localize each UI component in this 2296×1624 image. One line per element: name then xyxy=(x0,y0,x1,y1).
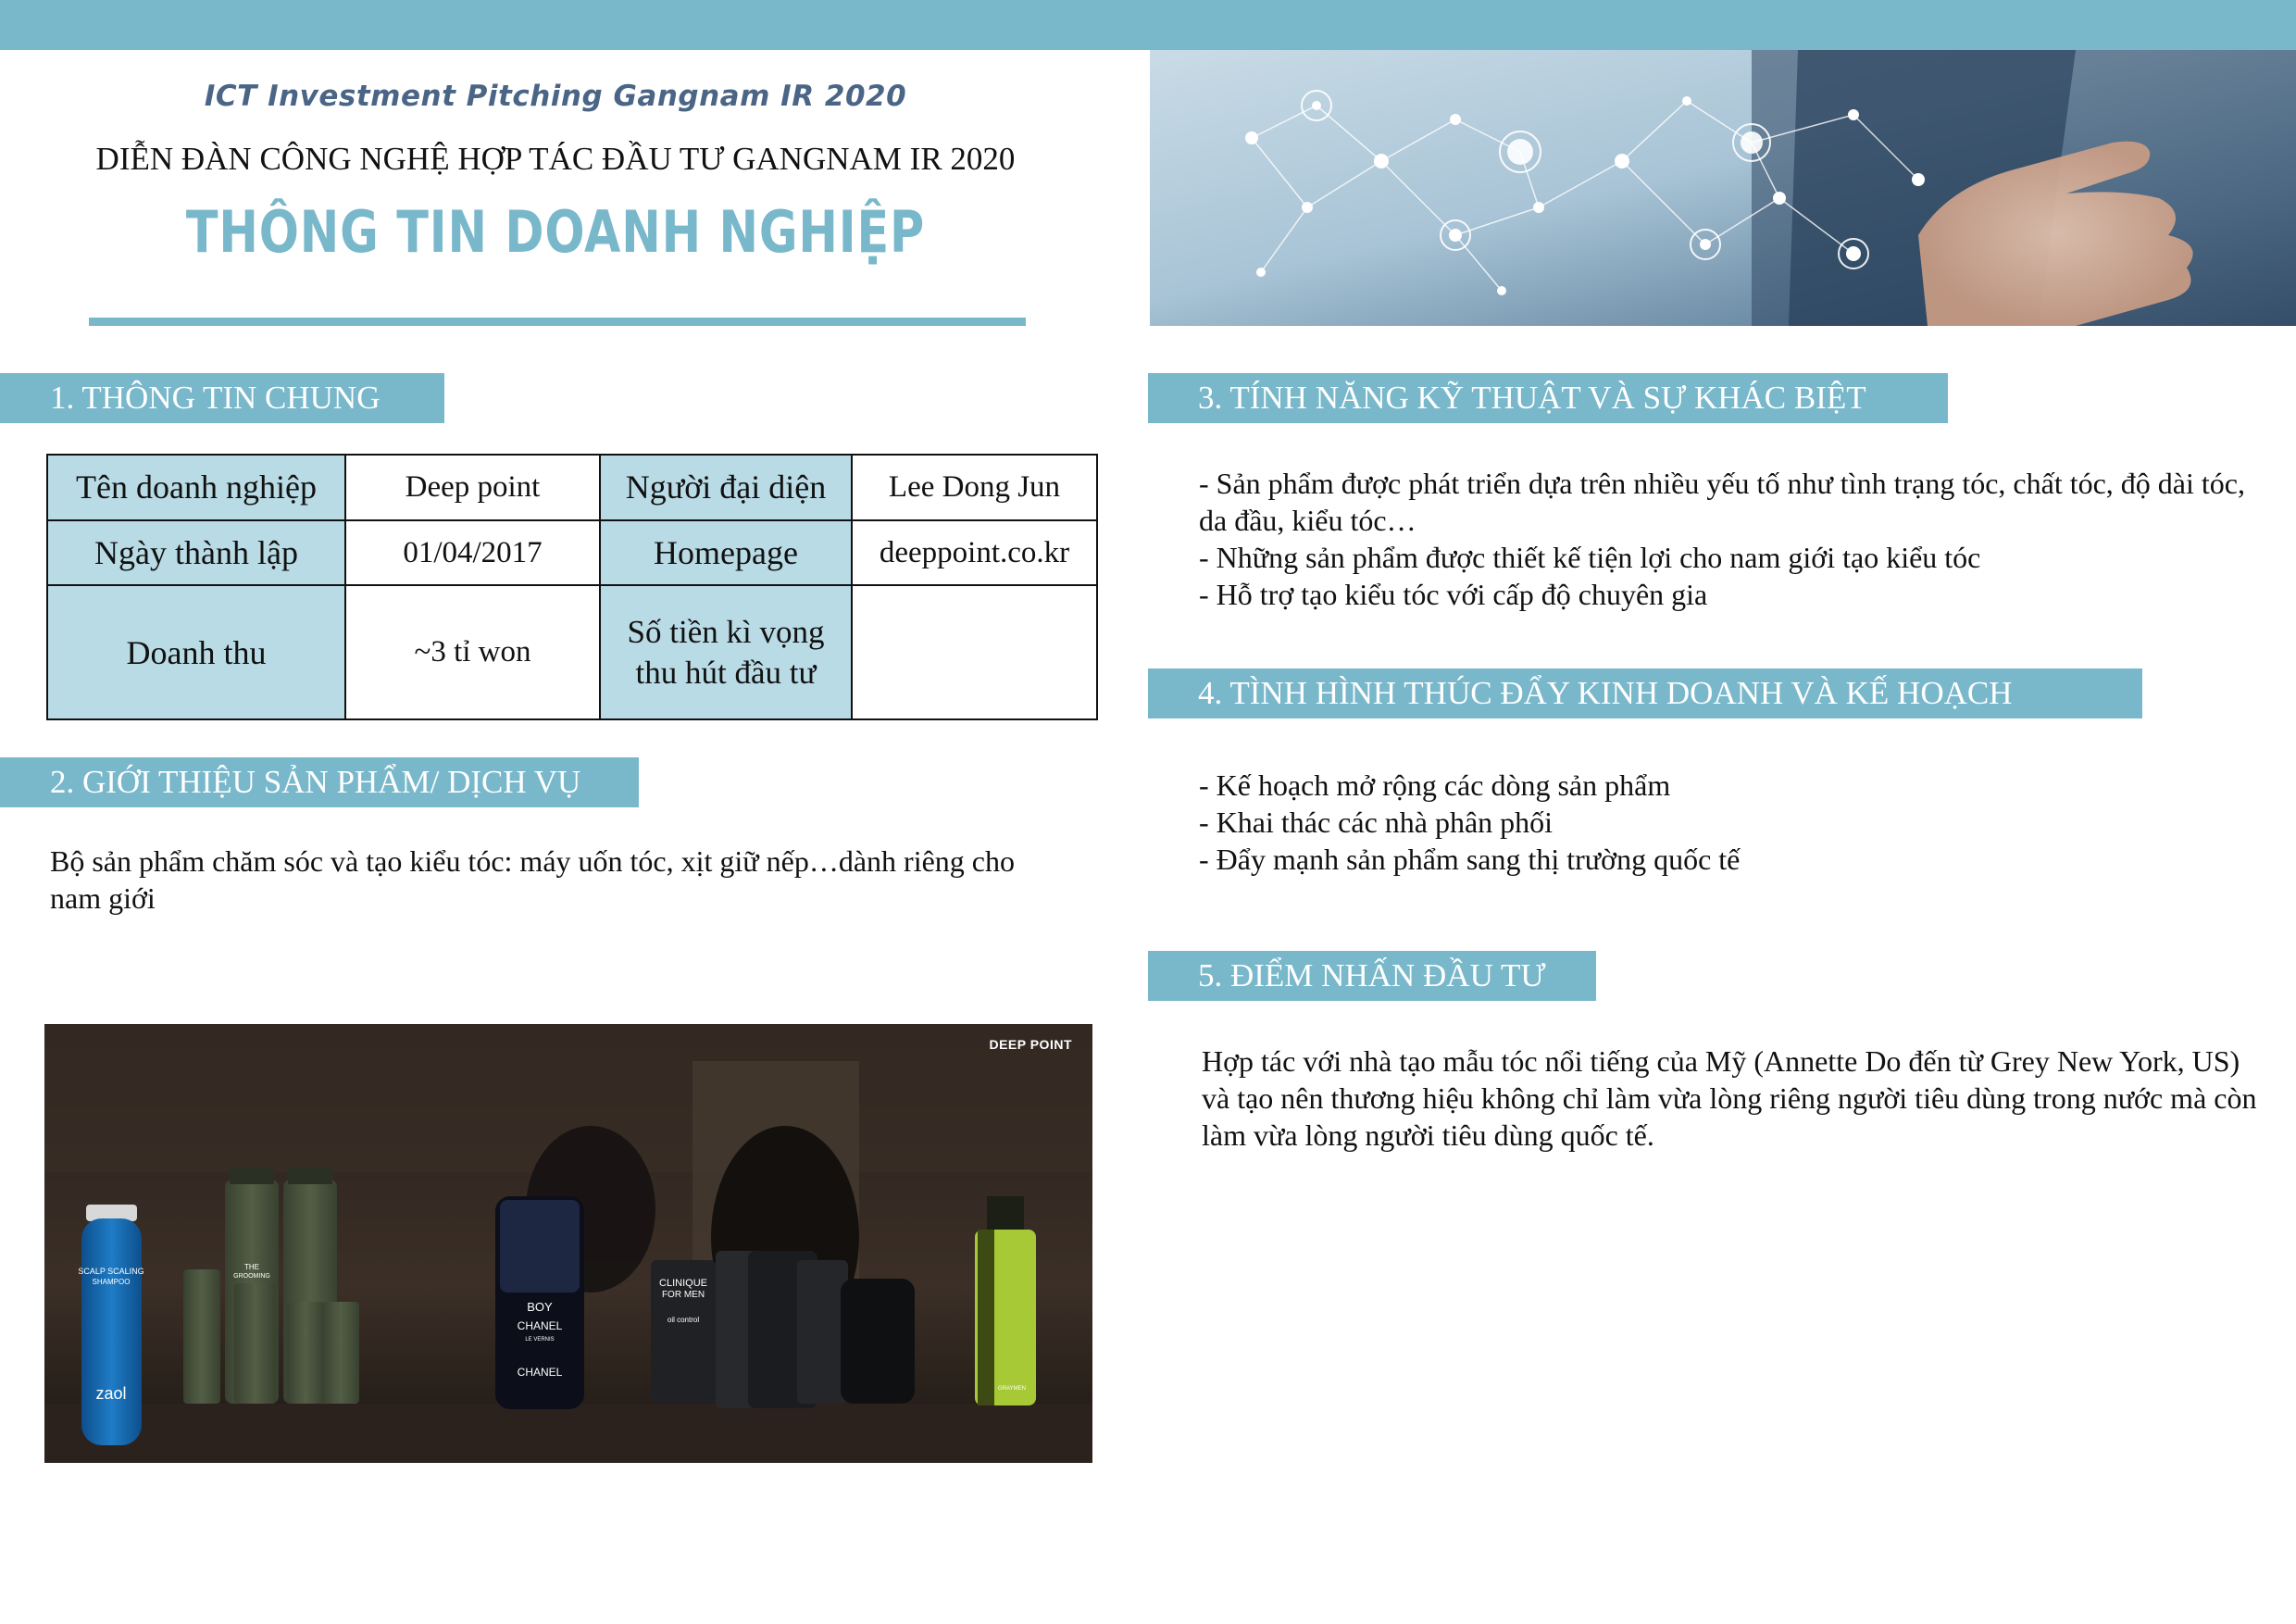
expected-investment-label-line1: Số tiền kì vọng xyxy=(627,613,825,650)
title-underline xyxy=(89,318,1026,326)
section-4-item: - Khai thác các nhà phân phối xyxy=(1199,806,1554,839)
forum-title: DIỄN ĐÀN CÔNG NGHỆ HỢP TÁC ĐẦU TƯ GANGNAM IR 2020 xyxy=(95,141,1016,177)
for-men-label: FOR MEN xyxy=(661,1290,705,1300)
homepage-value: deeppoint.co.kr xyxy=(852,520,1097,586)
event-subtitle: ICT Investment Pitching Gangnam IR 2020 xyxy=(204,80,907,113)
representative-value: Lee Dong Jun xyxy=(852,455,1097,520)
section-3-item: - Những sản phẩm được thiết kế tiện lợi cho nam giới tạo kiểu tóc xyxy=(1199,541,1981,574)
shampoo-label: SHAMPOO xyxy=(92,1278,131,1286)
graymen-label: GRAYMEN xyxy=(998,1386,1026,1392)
company-name-label: Tên doanh nghiệp xyxy=(47,455,345,520)
table-row xyxy=(47,520,1097,586)
grooming-label: GROOMING xyxy=(233,1273,270,1280)
scalp-label: SCALP SCALING xyxy=(78,1267,144,1276)
company-name-value: Deep point xyxy=(345,455,600,520)
section-4-header: 4. TÌNH HÌNH THÚC ĐẨY KINH DOANH VÀ KẾ HOẠCH xyxy=(1148,668,2142,718)
section-5-header: 5. ĐIỂM NHẤN ĐẦU TƯ xyxy=(1148,951,1596,1001)
homepage-label: Homepage xyxy=(600,520,852,586)
table-row xyxy=(47,455,1097,520)
product-lineup-image xyxy=(44,1024,1092,1463)
the-label: THE xyxy=(244,1263,259,1271)
section-3-item: - Sản phẩm được phát triển dựa trên nhiều yếu tố như tình trạng tóc, chất tóc, độ dài tóc, da đầu, kiểu tóc… xyxy=(1199,467,2245,537)
clinique-label: CLINIQUE xyxy=(659,1278,707,1289)
le-vernis-label: LE VERNIS xyxy=(525,1337,555,1343)
expected-investment-label-line2: thu hút đầu tư xyxy=(635,654,817,691)
table-row xyxy=(47,585,1097,719)
section-3-header: 3. TÍNH NĂNG KỸ THUẬT VÀ SỰ KHÁC BIỆT xyxy=(1148,373,1948,423)
section-4-list xyxy=(1199,767,2254,878)
expected-investment-label xyxy=(600,585,852,719)
company-info-table xyxy=(46,454,1098,720)
chanel-label-top: CHANEL xyxy=(517,1319,563,1332)
section-2-text: Bộ sản phẩm chăm sóc và tạo kiểu tóc: máy uốn tóc, xịt giữ nếp…dành riêng cho nam giới xyxy=(50,844,1015,915)
top-accent-bar xyxy=(0,0,2296,50)
oil-control-label: oil control xyxy=(667,1316,700,1324)
zaol-label: zaol xyxy=(95,1384,127,1403)
section-5-text: Hợp tác với nhà tạo mẫu tóc nổi tiếng của Mỹ (Annette Do đến từ Grey New York, US) và tạo nên thương hiệu không chỉ làm vừa lòng riêng người tiêu dùng trong nước mà còn làm vừa lòng người tiêu dùng quốc tế. xyxy=(1202,1044,2257,1152)
section-4-item: - Kế hoạch mở rộng các dòng sản phẩm xyxy=(1199,768,1671,802)
boy-label: BOY xyxy=(527,1300,553,1314)
page-title: THÔNG TIN DOANH NGHIỆP xyxy=(185,198,926,266)
section-2-header: 2. GIỚI THIỆU SẢN PHẨM/ DỊCH VỤ xyxy=(0,757,639,807)
network-hero-image xyxy=(1150,50,2296,326)
deep-point-logo: DEEP POINT xyxy=(989,1037,1072,1052)
expected-investment-value xyxy=(852,585,1097,719)
founding-date-value: 01/04/2017 xyxy=(345,520,600,586)
revenue-label: Doanh thu xyxy=(47,585,345,719)
founding-date-label: Ngày thành lập xyxy=(47,520,345,586)
chanel-label-bottom: CHANEL xyxy=(517,1366,563,1379)
section-3-list xyxy=(1199,465,2254,613)
section-4-item: - Đẩy mạnh sản phẩm sang thị trường quốc tế xyxy=(1199,843,1741,876)
revenue-value: ~3 tỉ won xyxy=(345,585,600,719)
section-3-item: - Hỗ trợ tạo kiểu tóc với cấp độ chuyên gia xyxy=(1199,578,1708,611)
section-1-header: 1. THÔNG TIN CHUNG xyxy=(0,373,444,423)
representative-label: Người đại diện xyxy=(600,455,852,520)
